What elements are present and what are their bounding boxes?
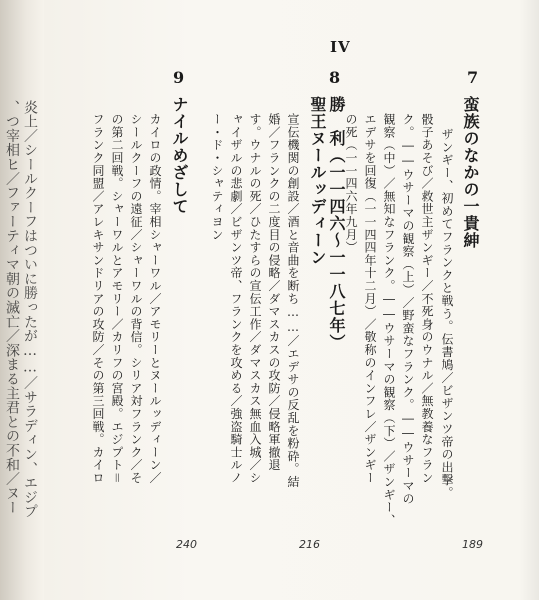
chapter-desc-7-line: ク。――ウサーマの観察（上）／野蛮なフランク。――ウサーマの [401,113,415,505]
chapter-desc-7-line: エデサを回復（一一四四年十二月）／敬称のインフレ／ザンギー [363,113,377,485]
bleed-through-text: 、つ宰相ヒ／ファーティマ朝の滅亡／深まる主君との不和／ヌー [4,100,20,515]
chapter-desc-7-line: 骰子あそび／救世主ザンギー／不死身のウナル／無教養なフラン [420,113,434,485]
chapter-desc-7-line: 観察（中）／無知なフランク。――ウサーマの観察（下）／ザンギー、 [382,113,396,527]
chapter-desc-8-line: ー・ド・シャティヨン [210,113,224,241]
part-number-marker: 8 [329,68,341,87]
chapter-desc-9-line: シールクーフの遠征／シャーワルの背信。シリア対フランク／そ [129,113,143,485]
chapter-title-9: ナイルめざして [170,96,189,215]
part-title: 勝 利（一一四六～一一八七年） [327,96,346,351]
chapter-desc-7-line: ザンギー、初めてフランクと戦う。伝書鳩／ビザンツ帝の出撃。 [440,128,454,500]
page-number-8: 216 [299,538,320,551]
page-number-7: 189 [462,538,483,551]
chapter-desc-8-line: ャイザルの悲劇／ビザンツ帝、フランクを攻める／強盗騎士ルノ [229,113,243,485]
chapter-title-7: 蛮族のなかの一貴紳 [461,96,480,249]
chapter-desc-9-line: フランク同盟／アレキサンドリアの攻防／その第三回戦。カイロ [91,113,105,485]
bleed-through-text: 炎上／シールクーフはついに勝ったが……／サラディン、エジプ [22,100,38,519]
chapter-number-7: 7 [467,68,479,87]
chapter-desc-8-line: 婚／フランクの二度目の侵略／ダマスカスの攻防／侵略軍撤退 [267,113,281,472]
chapter-desc-8-line: 宣伝機関の創設／酒と音曲を断ち……／エデサの反乱を粉砕。結 [286,113,300,489]
chapter-title-8: 聖王ヌールッディーン [308,96,327,266]
chapter-desc-9-line: カイロの政情。宰相シャーワル／アモリーとヌールッディーン／ [148,113,162,485]
chapter-number-9: 9 [173,68,185,87]
chapter-desc-8-line: す。ウナルの死／ひたすらの宣伝工作／ダマスカス無血入城／シ [248,113,262,485]
chapter-desc-7-line: の死（一一四六年九月） [344,113,358,254]
page-number-9: 240 [176,538,197,551]
part-number: IV [330,38,351,56]
chapter-desc-9-line: の第二回戦。シャーワルとアモリー／カリフの宮殿。エジプト＝ [110,113,124,485]
